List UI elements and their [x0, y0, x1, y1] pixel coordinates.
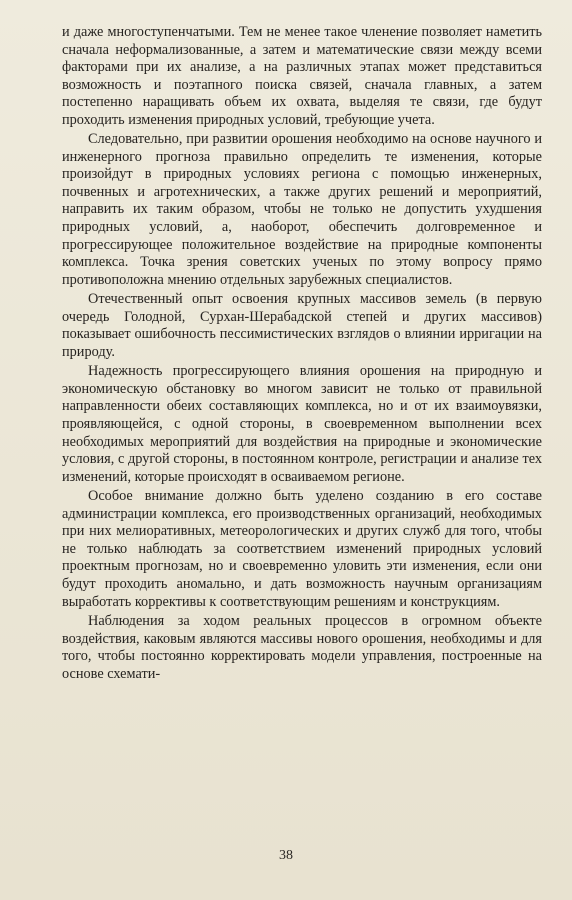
paragraph-6: Наблюдения за ходом реальных процессов в огромном объекте воздействия, каковым являются массивы нового орошения, необходимы и для того, чтобы постоянно корректировать модели управления, построенные на основе схемати-: [62, 613, 542, 682]
paragraph-2: Следовательно, при развитии орошения необходимо на основе научного и инженерного прогноза правильно определить те изменения, которые произойдут в природных условиях региона с помощью инженерных, почвенных и агротехнических, а также других решений и мероприятий, направить их таким образом, чтобы не только не допустить ухудшения природных условий, а, наоборот, обеспечить долговременное и прогрессирующее положительное воздействие на природные компоненты комплекса. Точка зрения советских ученых по этому вопросу прямо противоположна мнению отдельных зарубежных специалистов.: [62, 131, 542, 288]
text-body: [62, 24, 542, 683]
paragraph-4: Надежность прогрессирующего влияния орошения на природную и экономическую обстановку во многом зависит не только от правильной направленности обеих составляющих комплекса, но и от их взаимоувязки, проявляющейся, с одной стороны, в своевременном выполнении всех необходимых мероприятий для воздействия на природные и экономические условия, с другой стороны, в постоянном контроле, регистрации и анализе тех изменений, которые происходят в осваиваемом регионе.: [62, 363, 542, 485]
paragraph-3: Отечественный опыт освоения крупных массивов земель (в первую очередь Голодной, Сурхан-Шерабадской степей и других массивов) показывает ошибочность пессимистических взглядов о влиянии ирригации на природу.: [62, 291, 542, 360]
paragraph-5: Особое внимание должно быть уделено созданию в его составе администрации комплекса, его производственных организаций, необходимых при них мелиоративных, метеорологических и других служб для того, чтобы не только наблюдать за соответствием изменений природных условий проектным прогнозам, но и своевременно уловить эти изменения, если они будут проходить аномально, и дать возможность научным организациям выработать коррективы к соответствующим решениям и конструкциям.: [62, 488, 542, 610]
page-number: 38: [279, 848, 293, 863]
paragraph-1: и даже многоступенчатыми. Тем не менее такое членение позволяет наметить сначала неформализованные, а затем и математические связи между всеми факторами при их анализе, а на различных этапах может представиться возможность и поэтапного поиска связей, сначала главных, а затем постепенно наращивать объем их охвата, выделяя те связи, где будут проходить изменения природных условий, требующие учета.: [62, 24, 542, 128]
